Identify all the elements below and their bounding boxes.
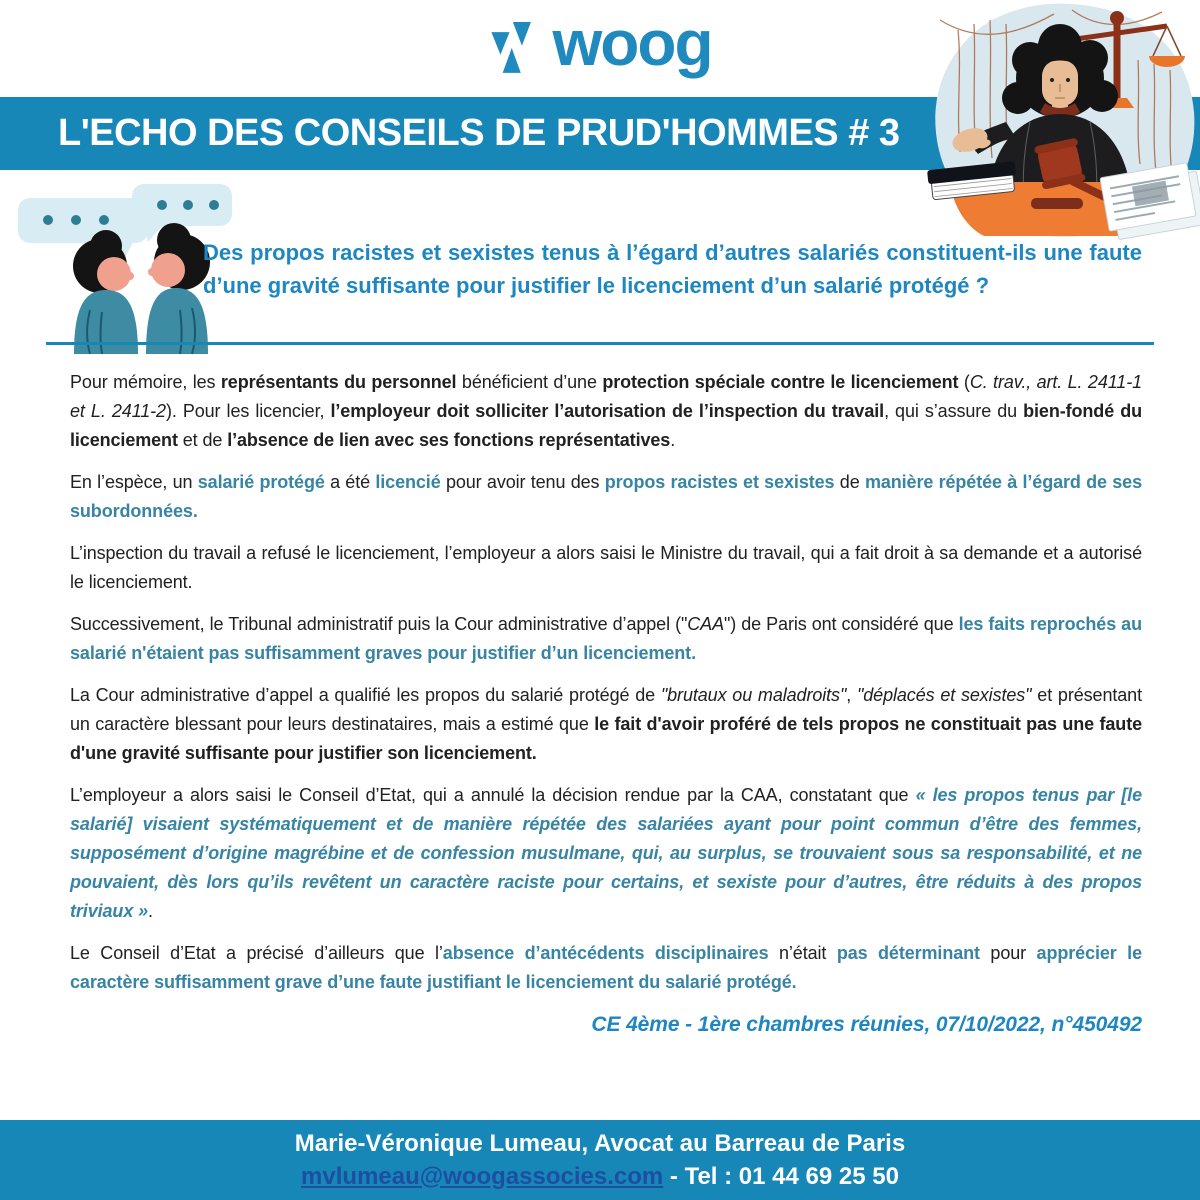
- email-link[interactable]: mvlumeau@woogassocies.com: [301, 1162, 664, 1190]
- woog-logo-text: woog: [552, 7, 712, 79]
- article-paragraph: En l’espèce, un salarié protégé a été licencié pour avoir tenu des propos racistes et sexistes de manière répétée à l’égard de ses subordonnées.: [70, 472, 1143, 521]
- article-paragraph: L’employeur a alors saisi le Conseil d’Etat, qui a annulé la décision rendue par la CAA, constatant que « les propos tenus par [le salarié] visaient systématiquement et de manière répétée des salariées ayant pour point commun d’être des femmes, supposément d’origine magrébine et de confession musulmane, qui, au surplus, se trouvaient sous sa responsabilité, et ne pouvaient, dès lors qu’ils revêtent un caractère raciste pour certains, et sexiste pour d’autres, être réduits à des propos triviaux ».: [70, 785, 1142, 921]
- separator-rule: [46, 342, 1154, 345]
- question-heading: Des propos racistes et sexistes tenus à l’égard d’autres salariés constituent-ils une faute d’une gravité suffisante pour justifier le licenciement d’un salarié protégé ?: [203, 240, 1142, 298]
- judge-illustration: [922, 0, 1200, 240]
- article-paragraph: Le Conseil d’Etat a précisé d’ailleurs que l’absence d’antécédents disciplinaires n’était pas déterminant pour apprécier le caractère suffisamment grave d’une faute justifiant le licenciement du salarié protégé.: [70, 943, 1142, 992]
- article-paragraph: La Cour administrative d’appel a qualifié les propos du salarié protégé de "brutaux ou maladroits", "déplacés et sexistes" et présentant un caractère blessant pour leurs destinataires, mais a estimé que le fait d'avoir proféré de tels propos ne constituait pas une faute d'une gravité suffisante pour justifier son licenciement.: [70, 685, 1143, 763]
- article-body: [70, 368, 1142, 1039]
- woog-logo-mark-icon: [488, 22, 540, 74]
- footer-tel: - Tel : 01 44 69 25 50: [663, 1162, 899, 1190]
- person-right: [146, 223, 210, 354]
- footer-contact: [301, 1162, 899, 1192]
- case-citation: CE 4ème - 1ère chambres réunies, 07/10/2022, n°450492: [591, 1013, 1142, 1036]
- article-paragraph: Successivement, le Tribunal administratif puis la Cour administrative d’appel ("CAA") de Paris ont considéré que les faits reprochés au salarié n'étaient pas suffisamment graves pour justifier d’un licenciement.: [70, 614, 1142, 663]
- article-paragraph: L’inspection du travail a refusé le licenciement, l’employeur a alors saisi le Ministre du travail, qui a fait droit à sa demande et a autorisé le licenciement.: [70, 543, 1142, 592]
- footer-author: Marie-Véronique Lumeau, Avocat au Barreau de Paris: [294, 1129, 906, 1157]
- article-paragraph: Pour mémoire, les représentants du personnel bénéficient d’une protection spéciale contre le licenciement (C. trav., art. L. 2411-1 et L. 2411-2). Pour les licencier, l’employeur doit solliciter l’autorisation de l’inspection du travail, qui s’assure du bien-fondé du licenciement et de l’absence de lien avec ses fonctions représentatives.: [70, 372, 1143, 450]
- newsletter-title: L'ECHO DES CONSEILS DE PRUD'HOMMES # 3: [58, 112, 900, 154]
- footer-band: [0, 1120, 1200, 1200]
